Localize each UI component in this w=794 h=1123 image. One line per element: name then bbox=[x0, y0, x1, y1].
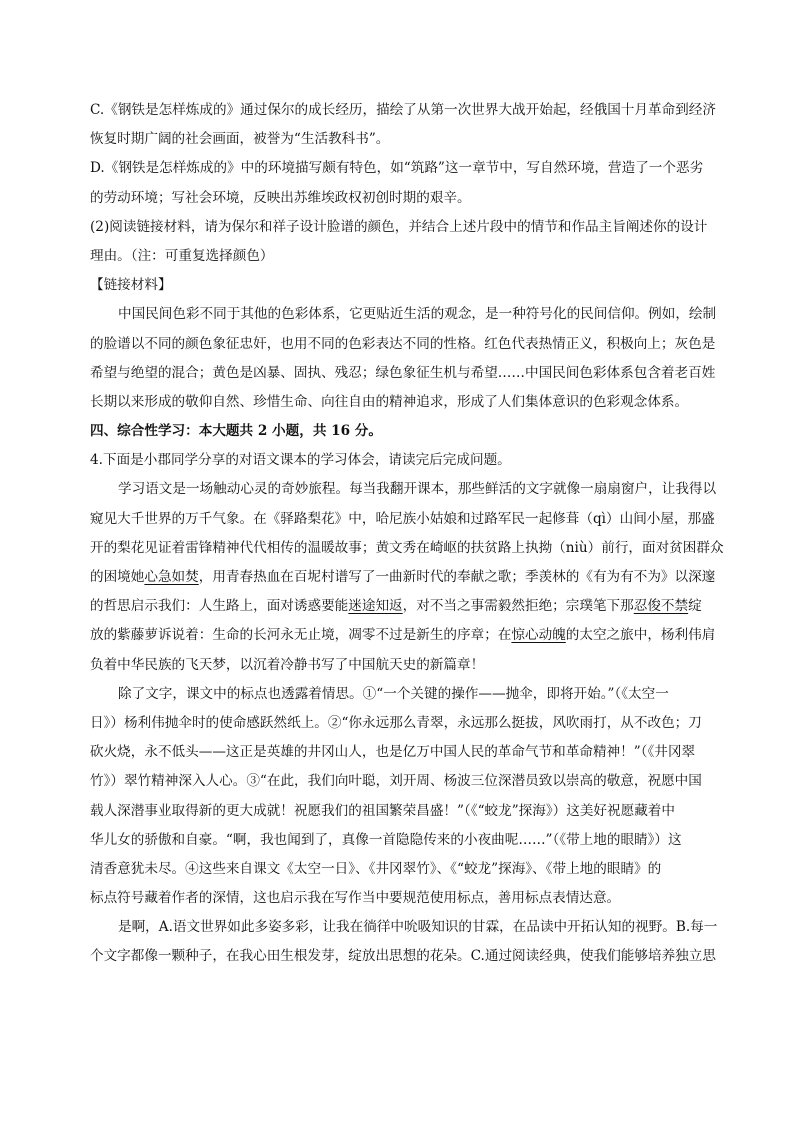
text-line: 清香意犹未尽。④这些来自课文《太空一日》、《井冈翠竹》、《“蛟龙”探海》、《带上地的眼睛》的 bbox=[90, 860, 662, 877]
paragraph-1 bbox=[90, 475, 724, 679]
text-line: 学习语文是一场触动心灵的奇妙旅程。每当我翻开课本，那些鲜活的文字就像一扇扇窗户，让我得以 bbox=[118, 481, 717, 498]
text-line: 标点符号藏着作者的深情，这也启示我在写作当中要规范使用标点，善用标点表情达意。 bbox=[90, 890, 621, 907]
text-span: ，对不当之事需毅然拒绝；宗璞笔下那 bbox=[402, 598, 634, 615]
text-line: 除了文字，课文中的标点也透露着情思。①“一个关键的操作——抛伞，即将开始。”（《太空一 bbox=[118, 685, 669, 702]
text-line: 开的梨花见证着雷锋精神代代相传的温暖故事；黄文秀在崎岖的扶贫路上执拗（niù）前行，面对贫困群众 bbox=[90, 539, 724, 556]
link-material-title: 【链接材料】 bbox=[90, 277, 172, 294]
text-line: 理由。（注：可重复选择颜色） bbox=[90, 247, 274, 264]
text-line: 窥见大千世界的万千气象。在《驿路梨花》中，哈尼族小姑娘和过路军民一起修葺（qì）山间小屋，那盛 bbox=[90, 510, 715, 527]
text-line: 竹》）翠竹精神深入人心。③“在此，我们向叶聪，刘开周、杨波三位深潜员致以崇高的敬意，祝愿中国 bbox=[90, 773, 702, 790]
text-span: 放的紫藤萝诉说着：生命的长河永无止境，凋零不过是新生的序章；在 bbox=[90, 627, 512, 644]
text-line bbox=[90, 592, 706, 621]
text-line: 个文字都像一颗种子，在我心田生根发芽，绽放出思想的花朵。C.通过阅读经典，使我们能够培养独立思 bbox=[90, 948, 716, 965]
text-line bbox=[90, 621, 716, 650]
text-span: 的困境她 bbox=[90, 569, 145, 585]
text-line: 的劳动环境；写社会环境，反映出苏维埃政权初创时期的艰辛。 bbox=[90, 189, 471, 206]
section-heading: 四、综合性学习：本大题共 2 小题，共 16 分。 bbox=[90, 423, 382, 440]
text-line: D.《钢铁是怎样炼成的》中的环境描写颇有特色，如“筑路”这一章节中，写自然环境，营造了一个恶劣 bbox=[90, 160, 704, 177]
text-line: 恢复时期广阔的社会画面，被誉为“生活教科书”。 bbox=[90, 131, 390, 148]
underlined-idiom: 忍俊不禁 bbox=[633, 598, 689, 615]
text-line: 负着中华民族的飞天梦，以沉着冷静书写了中国航天史的新篇章！ bbox=[90, 656, 485, 673]
text-line: 希望与绝望的混合；黄色是凶暴、固执、残忍；绿色象征生机与希望……中国民间色彩体系包含着老百姓 bbox=[90, 364, 716, 381]
text-line: 华儿女的骄傲和自豪。“啊，我也闻到了，真像一首隐隐传来的小夜曲呢……”（《带上地的眼睛》）这 bbox=[90, 831, 682, 848]
paragraph-2 bbox=[90, 680, 706, 914]
question-2 bbox=[90, 213, 706, 271]
question-4-intro: 4.下面是小郡同学分享的对语文课本的学习体会，请读完后完成问题。 bbox=[90, 452, 511, 469]
text-span: 的哲思启示我们：人生路上，面对诱惑要能 bbox=[90, 598, 349, 615]
text-line: 的脸谱以不同的颜色象征忠奸，也用不同的色彩表达不同的性格。红色代表热情正义，积极向上；灰色是 bbox=[90, 335, 716, 352]
text-line: 长期以来形成的敬仰自然、珍惜生命、向往自由的精神追求，形成了人们集体意识的色彩观念体系。 bbox=[90, 393, 689, 410]
option-c bbox=[90, 96, 716, 154]
paragraph-3 bbox=[90, 913, 718, 971]
text-line: (2)阅读链接材料，请为保尔和祥子设计脸谱的颜色，并结合上述片段中的情节和作品主旨阐述你的设计 bbox=[90, 218, 708, 235]
link-material bbox=[90, 300, 717, 417]
text-span: 的太空之旅中，杨利伟肩 bbox=[565, 627, 716, 644]
option-d bbox=[90, 154, 706, 212]
document-page bbox=[90, 96, 724, 972]
underlined-idiom: 惊心动魄 bbox=[511, 627, 566, 644]
text-line: C.《钢铁是怎样炼成的》通过保尔的成长经历，描绘了从第一次世界大战开始起，经俄国十月革命到经济 bbox=[90, 102, 716, 118]
text-span: ，用青春热血在百坭村谱写了一曲新时代的奉献之歌；季羡林的《有为有不为》以深邃 bbox=[198, 569, 716, 585]
text-line: 日》）杨利伟抛伞时的使命感跃然纸上。②“你永远那么青翠，永远那么挺拔，风吹雨打，从不改色；刀 bbox=[90, 714, 702, 731]
text-line: 砍火烧，永不低头——这正是英雄的井冈山人，也是亿万中国人民的革命气节和革命精神！”（《井冈翠 bbox=[90, 744, 696, 761]
text-line: 载人深潜事业取得新的更大成就！祝愿我们的祖国繁荣昌盛！”（《“蛟龙”探海》）这美好祝愿藏着中 bbox=[90, 802, 675, 819]
text-line: 中国民间色彩不同于其他的色彩体系，它更贴近生活的观念，是一种符号化的民间信仰。例如，绘制 bbox=[118, 306, 717, 323]
text-span: 绽 bbox=[688, 598, 702, 615]
underlined-idiom: 迷途知返 bbox=[348, 598, 403, 615]
text-line: 是啊，A.语文世界如此多姿多彩，让我在徜徉中吮吸知识的甘霖，在品读中开拓认知的视野。B.每一 bbox=[118, 919, 718, 936]
text-line bbox=[90, 563, 716, 592]
underlined-idiom: 心急如焚 bbox=[144, 569, 199, 585]
